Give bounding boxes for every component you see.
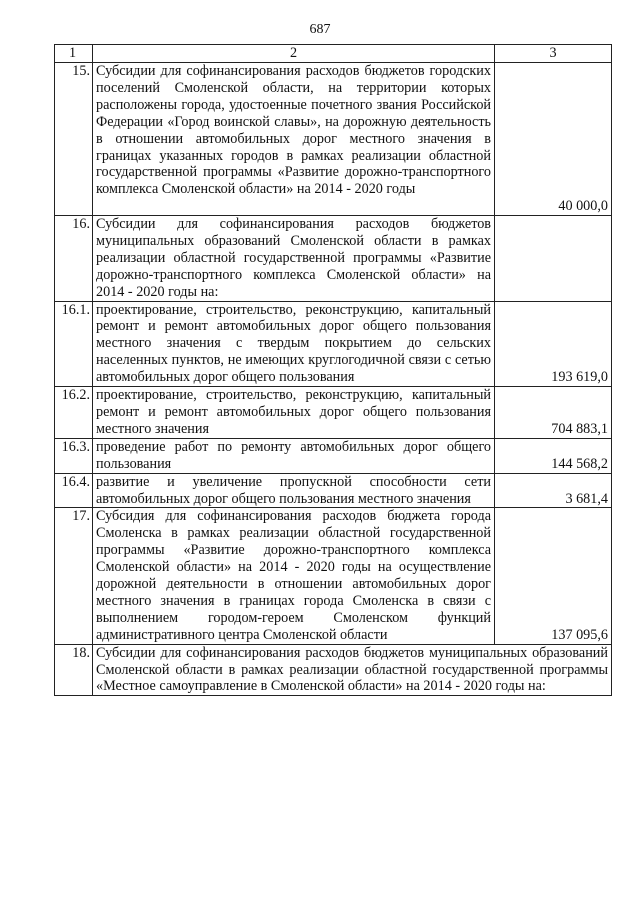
table-row [55, 473, 612, 508]
column-header-description: 2 [93, 45, 495, 63]
row-amount: 3 681,4 [495, 473, 612, 508]
budget-table [54, 44, 612, 696]
row-amount: 193 619,0 [495, 301, 612, 387]
page-number: 687 [309, 22, 331, 37]
row-number: 16.2. [55, 387, 93, 439]
row-amount: 137 095,6 [495, 508, 612, 644]
table-header-row [55, 45, 612, 63]
row-number: 17. [55, 508, 93, 644]
row-amount: 40 000,0 [495, 63, 612, 216]
row-number: 16.4. [55, 473, 93, 508]
row-amount: 704 883,1 [495, 387, 612, 439]
table-row [55, 301, 612, 387]
table-row [55, 644, 612, 696]
row-description: развитие и увеличение пропускной способности сети автомобильных дорог общего пользования местного значения [93, 473, 495, 508]
row-description: проектирование, строительство, реконструкцию, капитальный ремонт и ремонт автомобильных дорог общего пользования местного значения с твердым покрытием до сельских населенных пунктов, не имеющих круглогодичной связи с сетью автомобильных дорог общего пользования [93, 301, 495, 387]
row-description: проведение работ по ремонту автомобильных дорог общего пользования [93, 438, 495, 473]
column-header-amount: 3 [495, 45, 612, 63]
column-header-number: 1 [55, 45, 93, 63]
row-description: Субсидия для софинансирования расходов бюджета города Смоленска в рамках реализации областной государственной программы «Развитие дорожно-транспортного комплекса Смоленской области» на 2014 - 2020 годы на осуществление дорожной деятельности в отношении автомобильных дорог местного значения в границах города Смоленска в связи с выполнением городом-героем Смоленском функций административного центра Смоленской области [93, 508, 495, 644]
budget-table-body [55, 45, 612, 696]
table-row [55, 438, 612, 473]
row-description: проектирование, строительство, реконструкцию, капитальный ремонт и ремонт автомобильных дорог общего пользования местного значения [93, 387, 495, 439]
row-number: 16.3. [55, 438, 93, 473]
row-number: 16. [55, 216, 93, 302]
table-row [55, 63, 612, 216]
table-row [55, 508, 612, 644]
row-number: 16.1. [55, 301, 93, 387]
table-row [55, 387, 612, 439]
row-description: Субсидии для софинансирования расходов бюджетов муниципальных образований Смоленской области в рамках реализации областной государственной программы «Местное самоуправление в Смоленской области» на 2014 - 2020 годы на: [93, 644, 612, 696]
row-amount: 144 568,2 [495, 438, 612, 473]
row-number: 18. [55, 644, 93, 696]
table-row [55, 216, 612, 302]
row-description: Субсидии для софинансирования расходов бюджетов муниципальных образований Смоленской области в рамках реализации областной государственной программы «Развитие дорожно-транспортного комплекса Смоленской области» на 2014 - 2020 годы на: [93, 216, 495, 302]
row-description: Субсидии для софинансирования расходов бюджетов городских поселений Смоленской области, на территории которых расположены города, удостоенные почетного звания Российской Федерации «Город воинской славы», на дорожную деятельность в отношении автомобильных дорог местного значения в границах указанных городов в рамках реализации областной государственной программы «Развитие дорожно-транспортного комплекса Смоленской области» на 2014 - 2020 годы [93, 63, 495, 216]
row-amount [495, 216, 612, 302]
row-number: 15. [55, 63, 93, 216]
